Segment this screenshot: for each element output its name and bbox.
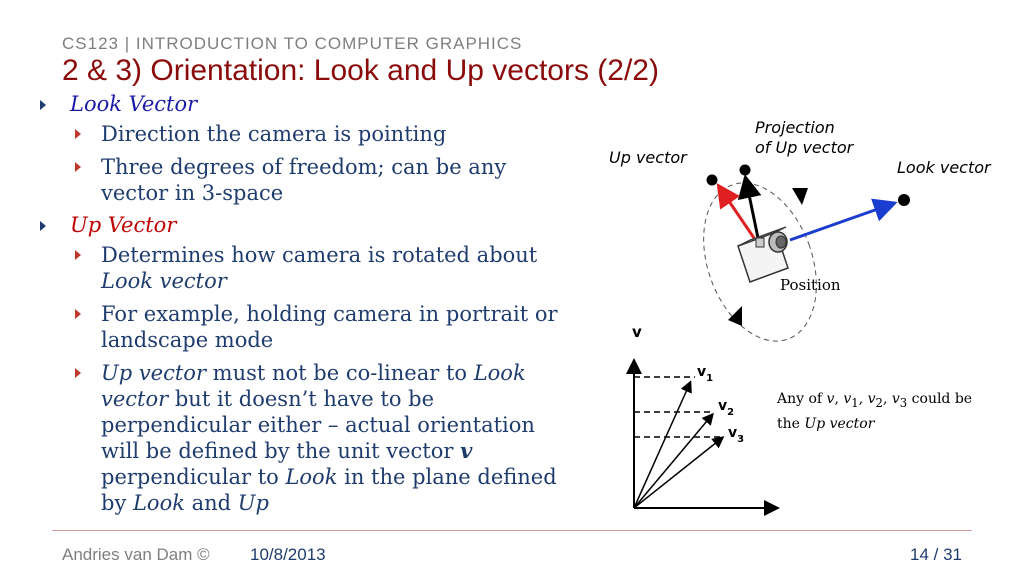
course-header: CS123 | INTRODUCTION TO COMPUTER GRAPHICS (62, 34, 523, 53)
bullet-portrait-landscape: For example, holding camera in portrait or landscape mode (38, 301, 568, 353)
projection-label: Projection of Up vector (755, 118, 854, 157)
footer-author: Andries van Dam © (62, 545, 210, 564)
projection-point (740, 165, 751, 176)
vector-v1 (634, 383, 690, 508)
rotation-arrowhead-top (792, 188, 808, 205)
label-v2: $v_2$ (718, 398, 735, 418)
bullet-up-vector: Up Vector (38, 213, 568, 238)
rotation-arrowhead-bottom (728, 306, 742, 326)
footer-date: 10/8/2013 (250, 545, 326, 564)
label-v3: $v_3$ (728, 425, 745, 445)
vector-v2 (634, 415, 712, 508)
up-vectors-diagram (632, 323, 776, 508)
up-vector-point (707, 175, 718, 186)
page-number: 14 / 31 (910, 545, 962, 564)
footer-divider (52, 530, 972, 531)
up-vector-label: Up vector (609, 148, 687, 167)
look-vector-label: Look vector (897, 158, 991, 177)
bullet-colinear: Up vector must not be co-linear to Look vector but it doesn’t have to be perpendicular either – actual orientation will be defined by the unit vector v perpendicular to Look in the plane defined by Look and Up (38, 360, 568, 516)
bullet-direction: Direction the camera is pointing (38, 121, 568, 147)
look-vector-point (898, 194, 910, 206)
slide-title: 2 & 3) Orientation: Look and Up vectors (2/2) (62, 54, 659, 87)
up-vector-caption: Any of v, $v_1$, $v_2$, $v_3$ could be the Up vector (777, 391, 973, 432)
camera-orientation-diagram (683, 165, 910, 357)
vector-v3 (634, 438, 722, 508)
look-vector-arrow (790, 204, 892, 240)
bullet-look-vector: Look Vector (38, 92, 568, 117)
bullet-degrees-freedom: Three degrees of freedom; can be any vector in 3-space (38, 154, 568, 206)
camera-icon (738, 227, 788, 282)
position-label: Position (780, 276, 841, 294)
axis-label-v: v (632, 323, 642, 341)
bullet-rotation: Determines how camera is rotated about Look vector (38, 242, 568, 294)
label-v1: $v_1$ (697, 364, 714, 384)
